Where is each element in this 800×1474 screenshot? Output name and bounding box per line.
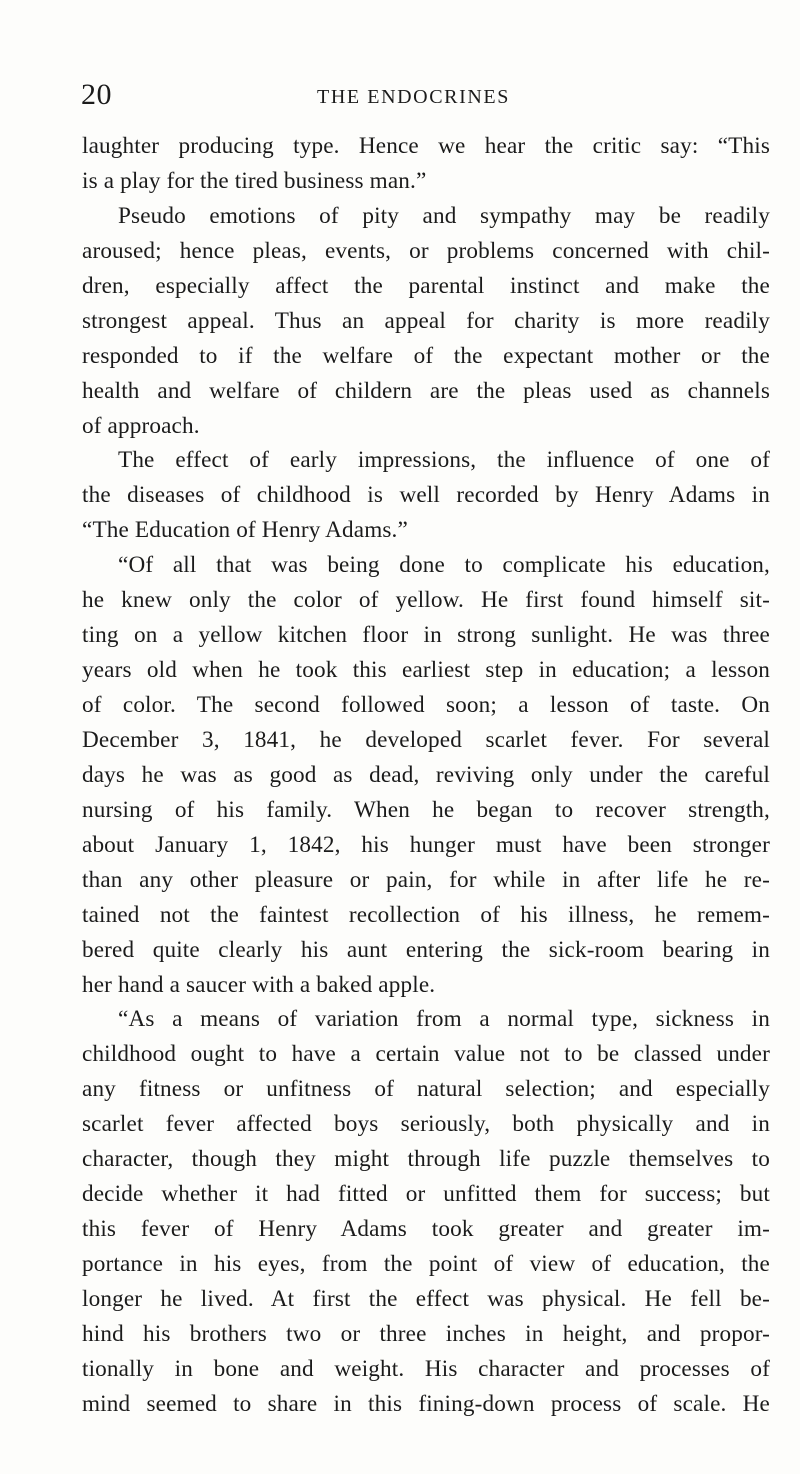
text-line: mind seemed to share in this fining-down process of scale. He [82, 1390, 770, 1417]
text-line: The effect of early impressions, the influence of one of [118, 447, 770, 474]
text-line: of approach. [82, 412, 200, 439]
text-line: ting on a yellow kitchen floor in strong sunlight. He was three [82, 622, 770, 649]
text-line: the diseases of childhood is well recorded by Henry Adams in [82, 482, 770, 509]
text-line: “As a means of variation from a normal type, sickness in [118, 1006, 770, 1033]
text-line: dren, especially affect the parental instinct and make the [82, 272, 770, 299]
text-line: health and welfare of childern are the pleas used as channels [82, 377, 770, 404]
text-line: childhood ought to have a certain value not to be classed under [82, 1041, 770, 1068]
text-line: responded to if the welfare of the expectant mother or the [82, 342, 770, 369]
text-line: portance in his eyes, from the point of view of education, the [82, 1251, 770, 1277]
text-line: aroused; hence pleas, events, or problems concerned with chil- [82, 237, 770, 264]
text-line: “The Education of Henry Adams.” [82, 517, 408, 544]
text-line: scarlet fever affected boys seriously, both physically and in [82, 1111, 770, 1138]
text-line: than any other pleasure or pain, for while in after life he re- [82, 866, 770, 893]
text-line: bered quite clearly his aunt entering the sick-room bearing in [82, 936, 770, 963]
text-line: strongest appeal. Thus an appeal for charity is more readily [82, 307, 770, 334]
text-line: hind his brothers two or three inches in height, and propor- [82, 1320, 770, 1347]
running-head [81, 78, 761, 112]
text-line: is a play for the tired business man.” [82, 167, 427, 194]
text-line: he knew only the color of yellow. He first found himself sit- [82, 587, 770, 614]
text-line: her hand a saucer with a baked apple. [82, 971, 436, 998]
text-line: December 3, 1841, he developed scarlet fever. For several [82, 726, 770, 753]
text-line: longer he lived. At first the effect was physical. He fell be- [82, 1285, 770, 1312]
page-number: 20 [81, 78, 112, 111]
text-line: “Of all that was being done to complicate his education, [118, 552, 770, 579]
running-head-title: THE ENDOCRINES [317, 86, 510, 108]
text-line: this fever of Henry Adams took greater and greater im- [82, 1216, 770, 1243]
text-line: laughter producing type. Hence we hear the critic say: “This [82, 133, 770, 159]
text-line: years old when he took this earliest step in education; a lesson [82, 657, 770, 684]
text-line: decide whether it had fitted or unfitted them for success; but [82, 1181, 770, 1208]
body-text [82, 129, 770, 1422]
text-line: about January 1, 1842, his hunger must have been stronger [82, 831, 770, 858]
text-line: any fitness or unfitness of natural selection; and especially [82, 1076, 770, 1103]
text-line: tionally in bone and weight. His character and processes of [82, 1355, 770, 1382]
text-line: days he was as good as dead, reviving only under the careful [82, 761, 770, 788]
text-line: tained not the faintest recollection of his illness, he remem- [82, 901, 770, 928]
text-line: character, though they might through life puzzle themselves to [82, 1146, 770, 1173]
text-line: nursing of his family. When he began to recover strength, [82, 796, 770, 823]
text-line: of color. The second followed soon; a lesson of taste. On [82, 692, 770, 718]
text-line: Pseudo emotions of pity and sympathy may be readily [118, 202, 770, 229]
